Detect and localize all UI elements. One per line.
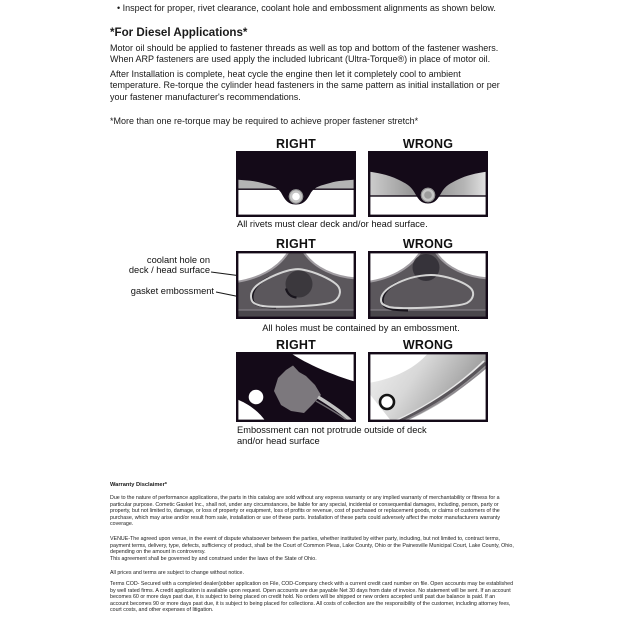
protrude-caption-line2: and/or head surface [237,435,320,446]
diesel-applications-heading: *For Diesel Applications* [110,26,248,39]
rivet-right-diagram [236,151,356,217]
protrude-right-diagram [236,352,356,422]
warranty-paragraph-1: Due to the nature of performance applications, the parts in this catalog are sold without any express warranty or any implied warranty of merchantability or fitness for a particular purpose. Cometic Gasket Inc., shall not, under any circumstances, be liable for any special, incidental or consequential damages, including, person, party or property, but not limited to, damage, or loss of property or equipment, loss of profits or revenue, cost of purchased or replacement goods, or claims of customers of the purchase, which may arise and/or result from sale, installation or use of these parts. Installation of these parts could adversely affect the motor manufacturers warranty coverage. [110,495,501,528]
protrude-right-heading: RIGHT [276,338,316,352]
coolant-wrong-heading: WRONG [402,237,454,251]
warranty-prices-note: All prices and terms are subject to change without notice. [110,570,244,576]
coolant-caption: All holes must be contained by an embossment. [262,323,460,333]
coolant-right-heading: RIGHT [276,237,316,251]
warranty-terms-cod-paragraph: Terms COD- Secured with a completed dealer/jobber application on File, COD-Company check with a current credit card number on file. Open accounts may be established by well rated firms. A credit application is available upon request. Open accounts are due payable Net 30 days from date of invoice. No statement will be sent. If an account becomes 60 or more days past due, it is subject to being placed on credit hold. No orders will be shipped or new orders accepted until past due balance is paid. If an account becomes 90 or more days past due, it is subject to being placed for collections. All costs of collection are the responsibility of the customer, including attorney fees, court costs, and other expenses of litigation. [110,581,514,614]
rivet-right-heading: RIGHT [276,137,316,151]
after-installation-paragraph: After Installation is complete, heat cycle the engine then let it completely cool to ambient temperature. Re-torque the cylinder head fasteners in the same pattern as initial installation or per your fastener manufacturer's recommendations. [110,69,500,102]
rivet-caption: All rivets must clear deck and/or head surface. [237,219,428,229]
warranty-disclaimer-heading: Warranty Disclaimer* [110,482,168,488]
warranty-governed-text: This agreement shall be governed by and construed under the laws of the State of Ohio. [110,555,317,562]
protrude-wrong-diagram [368,352,488,422]
rivet-wrong-heading: WRONG [402,137,454,151]
warranty-venue-paragraph [110,536,514,562]
coolant-wrong-diagram [368,251,488,319]
retorque-note: *More than one re-torque may be required to achieve proper fastener stretch* [110,116,419,126]
motor-oil-paragraph: Motor oil should be applied to fastener threads as well as top and bottom of the fastener washers. When ARP fasteners are used apply the included lubricant (Ultra-Torque®) in place of motor oil. [110,43,499,65]
protrude-wrong-heading: WRONG [402,338,454,352]
coolant-right-diagram [236,251,356,319]
protrude-caption [237,425,467,447]
warranty-venue-text: VENUE-The agreed upon venue, in the event of dispute whatsoever between the parties, whether instituted by either party, including, but not limited to, contract terms, payment terms, delivery, type, defects, sufficiency of product, shall be the Court of Common Pleas, Lake County, Ohio or the Painesville Municipal Court, Lake County, Ohio, depending on the amount in controversy. [110,536,514,556]
gasket-embossment-label: gasket embossment [130,286,214,296]
coolant-hole-label-line2: deck / head surface [128,265,210,275]
coolant-hole-label-line1: coolant hole on [146,255,210,265]
inspect-bullet-item: • Inspect for proper, rivet clearance, coolant hole and embossment alignments as shown below. [117,3,517,14]
coolant-hole-label [100,255,210,275]
rivet-wrong-diagram [368,151,488,217]
protrude-caption-line1: Embossment can not protrude outside of deck [237,425,427,435]
